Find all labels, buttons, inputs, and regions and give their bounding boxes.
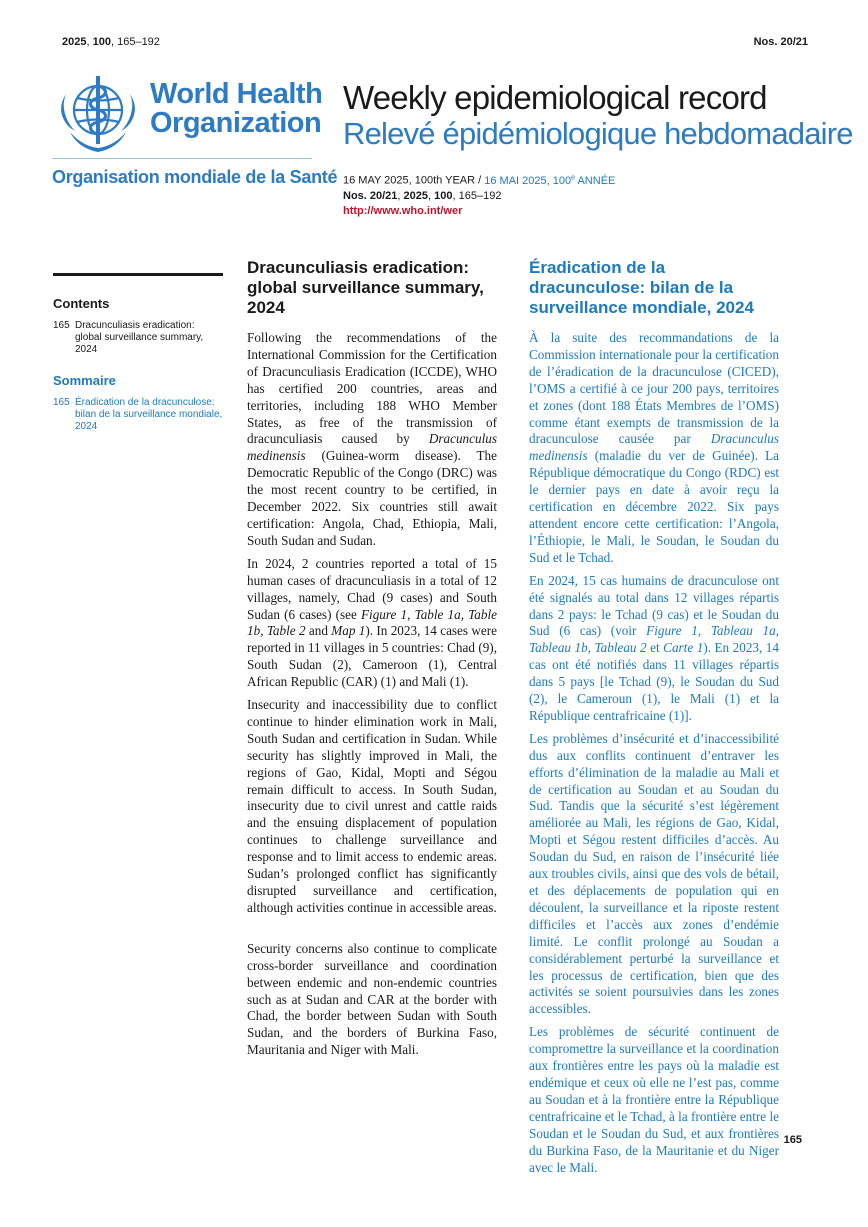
journal-title-en: Weekly epidemiological record <box>343 79 767 116</box>
page-number: 165 <box>783 1134 802 1146</box>
paragraph: Following the recommendations of the International Commission for the Certification of Dracunculiasis Eradication (ICCDE), WHO has certified 200 countries, areas and territories, including 188 WHO Member States, as free of the transmission of dracunculiasis caused by Dracunculus medinensis (Guinea-worm disease). The Democratic Republic of the Congo (DRC) was the most recent country to be certified, in December 2022. Six countries still await certification: Angola, Chad, Ethiopia, Mali, South Sudan and Sudan. <box>247 330 497 548</box>
article-french <box>529 258 779 1182</box>
issue-number: Nos. 20/21 <box>753 36 808 48</box>
issue-meta <box>343 170 615 219</box>
citation-line: 2025, 100, 165–192 <box>62 36 160 48</box>
issue-date: 16 MAY 2025, 100th YEAR / 16 MAI 2025, 100e ANNÉE <box>343 174 616 187</box>
logo-divider <box>52 158 312 159</box>
contents-heading: Contents <box>53 296 110 311</box>
table-of-contents <box>53 273 223 433</box>
article-title-fr: Éradication de la dracunculose: bilan de la surveillance mondiale, 2024 <box>529 258 754 317</box>
paragraph: En 2024, 15 cas humains de dracunculose ont été signalés au total dans 12 villages répartis dans 2 pays: le Tchad (9 cas) et le Soudan du Sud (6 cas) (voir Figure 1, Tableau 1a, Tableau 1b, Tableau 2 et Carte 1). En 2023, 14 cas ont été notifiés dans 11 villages répartis dans 5 pays [le Tchad (9), le Soudan du Sud (2), le Cameroun (1), le Mali (1) et la République centrafricaine (1)]. <box>529 572 780 723</box>
paragraph: Les problèmes d’insécurité et d’inaccessibilité dus aux conflits continuent d’entraver les efforts d’élimination de la maladie au Mali et de certification au Soudan et au Soudan du Sud. Tandis que la sécurité s’est légèrement améliorée au Mali, les régions de Gao, Kidal, Mopti et Ségou restent difficiles d’accès. Au Soudan du Sud, en raison de l’insécurité liée aux troubles civils, ainsi que des vols de bétail, et des déplacements de population qui en découlent, la surveillance et la riposte restent difficiles et l’accès aux zones d’endémie limité. Le conflit prolongé au Soudan a considérablement perturbé la surveillance et les processus de certification, bien que des activités se soient poursuivies dans les zones accessibles. <box>529 730 779 1017</box>
article-english <box>247 258 497 1065</box>
issue-ref: Nos. 20/21, 2025, 100, 165–192 <box>343 189 502 202</box>
paragraph: Insecurity and inaccessibility due to conflict continue to hinder elimination work in Mali, South Sudan and certification in Sudan. While security has slightly improved in Mali, the regions of Gao, Kidal, Mopti and Ségou remain difficult to access. In South Sudan, insecurity due to civil unrest and cattle raids and the ensuing displacement of population continues to challenge surveillance and response and to limit access to endemic areas. Sudan’s prolonged conflict has significantly disrupted surveillance and certification, although activities continue in accessible areas. <box>247 697 497 915</box>
paragraph: Les problèmes de sécurité continuent de compromettre la surveillance et la coordination aux frontières entre les pays où la maladie est endémique et ceux où elle ne l’est pas, comme au Soudan et à la frontière entre la République centrafricaine et le Tchad, à la frontière entre le Soudan et le Soudan du Sud, et aux frontières du Burkina Faso, de la Mauritanie et du Niger avec le Mali. <box>529 1024 779 1175</box>
article-title-en: Dracunculiasis eradication: global surveillance summary, 2024 <box>247 258 484 317</box>
journal-url-link[interactable]: http://www.who.int/wer <box>343 204 463 217</box>
org-name-fr: Organisation mondiale de la Santé <box>52 167 338 187</box>
paragraph: In 2024, 2 countries reported a total of 15 human cases of dracunculiasis in a total of 12 villages, namely, Chad (9 cases) and South Sudan (6 cases) (see Figure 1, Table 1a, Table 1b, Table 2 and Map 1). In 2023, 14 cases were reported in 11 villages in 5 countries: Chad (9), South Sudan (2), Cameroon (1), Central African Republic (CAR) (1) and Mali (1). <box>247 555 497 690</box>
paragraph: Security concerns also continue to complicate cross-border surveillance and coordination between endemic and non-endemic countries such as at Sudan and CAR at the border with Chad, the border between Sudan with South Sudan, and the borders of Burkina Faso, Mauritania and Niger with Mali. <box>247 940 497 1058</box>
contents-item[interactable]: 165 Dracunculiasis eradication: global surveillance summary, 2024 <box>53 320 204 355</box>
sidebar-rule <box>53 273 223 276</box>
paragraph: À la suite des recommandations de la Commission internationale pour la certification de l’éradication de la dracunculose (CICED), l’OMS a certifié à ce jour 200 pays, territoires et zones (dont 188 États Membres de l’OMS) comme étant exempts de transmission de la dracunculose causée par Dracunculus medinensis (maladie du ver de Guinée). La République démocratique du Congo (RDC) est le dernier pays en date à avoir reçu la certification en décembre 2022. Six pays attendent encore cette certification: l’Angola, l’Éthiopie, le Mali, le Soudan, le Soudan du Sud et le Tchad. <box>529 330 779 565</box>
who-emblem-icon <box>52 66 144 158</box>
journal-title-fr: Relevé épidémiologique hebdomadaire <box>343 116 853 151</box>
sommaire-item[interactable]: 165 Éradication de la dracunculose: bilan de la surveillance mondiale, 2024 <box>53 397 223 432</box>
org-name-en: World Health Organization <box>150 78 323 139</box>
sommaire-heading: Sommaire <box>53 373 116 388</box>
